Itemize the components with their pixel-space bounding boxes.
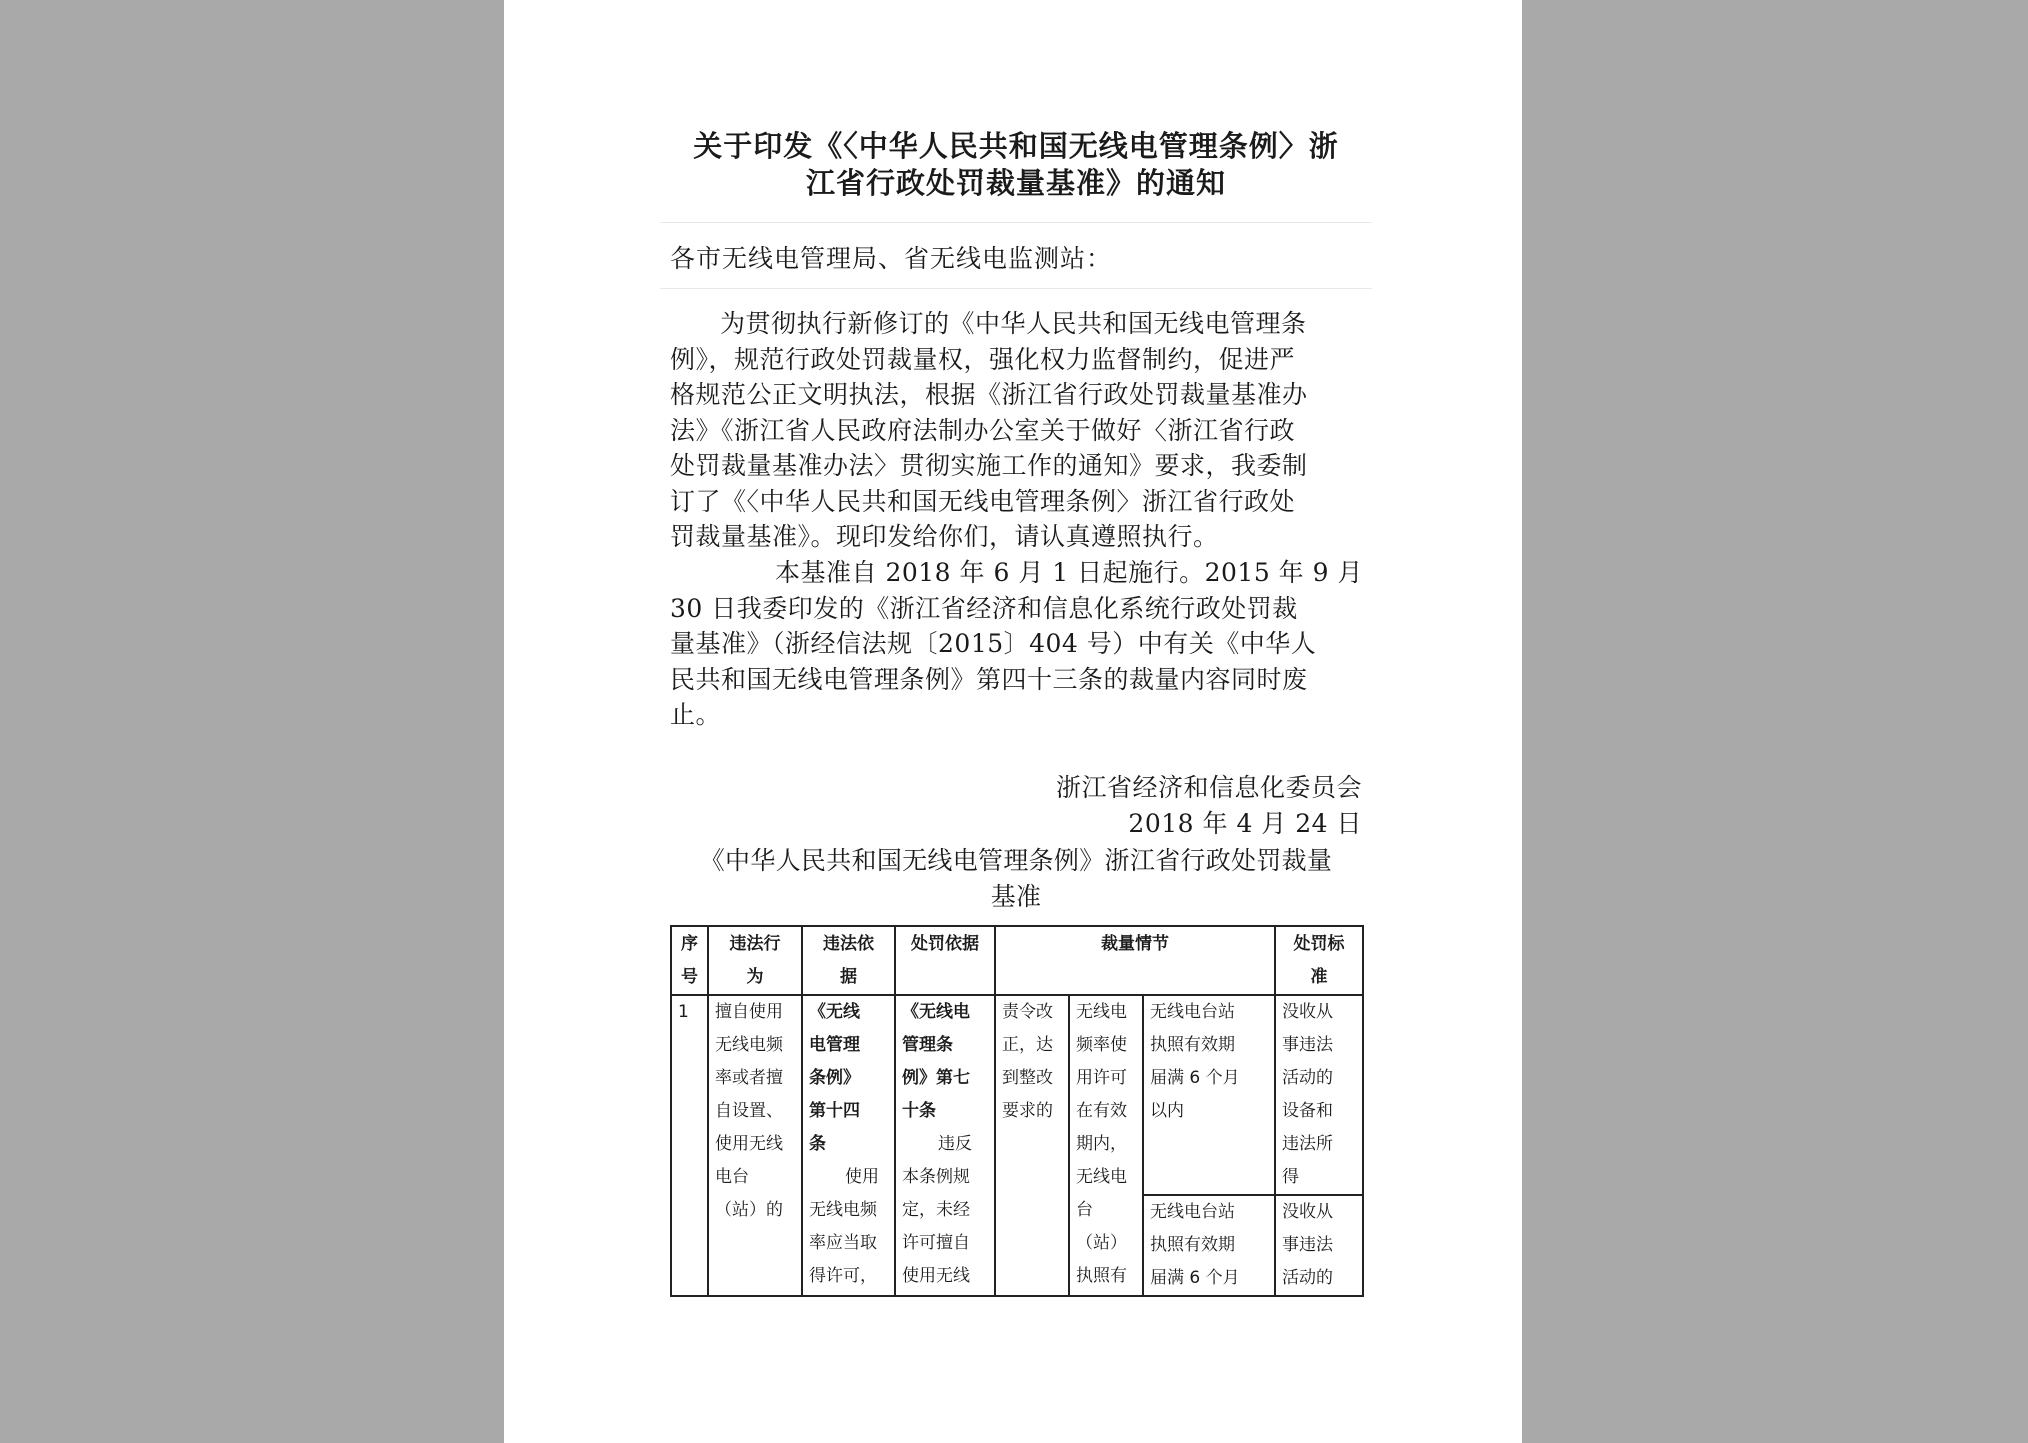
cell-circumstance-c2: 无线电台站 执照有效期 届满 6 个月 [1143, 1195, 1275, 1296]
cell-basis: 《无线 电管理 条例》 第十四 条 使用 无线电频 率应当取 得许可， [802, 995, 895, 1296]
header-penalty-basis: 处罚依据 [895, 926, 995, 995]
salutation: 各市无线电管理局、省无线电监测站： [670, 244, 1113, 273]
attachment-title-line-2: 基准 [990, 881, 1042, 911]
text-line: 本基准自 2018 年 6 月 1 日起施行。2015 年 9 月 [775, 558, 1363, 587]
cell-circumstance-c1: 无线电台站 执照有效期 届满 6 个月 以内 [1143, 995, 1275, 1195]
title-line-1: 关于印发《〈中华人民共和国无线电管理条例〉浙 [693, 129, 1339, 163]
text-line: 例》，规范行政处罚裁量权，强化权力监督制约，促进严 [670, 344, 1296, 374]
table-row [671, 995, 1363, 1195]
text-line: 法》《浙江省人民政府法制办公室关于做好〈浙江省行政 [670, 415, 1296, 445]
text-line: 格规范公正文明执法，根据《浙江省行政处罚裁量基准办 [670, 380, 1308, 409]
paragraph-1 [670, 306, 1362, 555]
penalty-table [670, 925, 1364, 1297]
paragraph-2 [670, 555, 1362, 733]
attachment-title [670, 843, 1362, 914]
cell-standard-2: 没收从 事违法 活动的 [1275, 1195, 1363, 1296]
text-line: 量基准》（浙经信法规〔2015〕404 号）中有关《中华人 [670, 629, 1317, 658]
text-line: 30 日我委印发的《浙江省经济和信息化系统行政处罚裁 [670, 593, 1298, 623]
document-title [670, 128, 1362, 202]
attachment-title-line-1: 《中华人民共和国无线电管理条例》浙江省行政处罚裁量 [699, 846, 1333, 875]
header-basis: 违法依 据 [802, 926, 895, 995]
cell-circumstance-a: 责令改 正，达 到整改 要求的 [995, 995, 1069, 1296]
cell-penalty-basis: 《无线电 管理条 例》第七 十条 违反 本条例规 定，未经 许可擅自 使用无线 [895, 995, 995, 1296]
signature-date: 2018 年 4 月 24 日 [1128, 809, 1362, 838]
header-circumstances: 裁量情节 [995, 926, 1275, 995]
cell-seq: 1 [671, 995, 708, 1296]
text-line: 止。 [670, 700, 722, 729]
divider [660, 222, 1372, 223]
cell-circumstance-b: 无线电 频率使 用许可 在有效 期内， 无线电 台 （站） 执照有 [1069, 995, 1143, 1296]
header-standard: 处罚标 准 [1275, 926, 1363, 995]
text-line: 为贯彻执行新修订的《中华人民共和国无线电管理条 [720, 309, 1307, 338]
text-line: 订了《〈中华人民共和国无线电管理条例〉浙江省行政处 [670, 486, 1296, 516]
text-line: 民共和国无线电管理条例》第四十三条的裁量内容同时废 [670, 664, 1308, 694]
text-line: 处罚裁量基准办法〉贯彻实施工作的通知》要求，我委制 [670, 451, 1308, 480]
header-seq: 序 号 [671, 926, 708, 995]
divider [660, 288, 1372, 289]
cell-act: 擅自使用 无线电频 率或者擅 自设置、 使用无线 电台 （站）的 [708, 995, 802, 1296]
cell-standard-1: 没收从 事违法 活动的 设备和 违法所 得 [1275, 995, 1363, 1195]
header-act: 违法行 为 [708, 926, 802, 995]
title-line-2: 江省行政处罚裁量基准》的通知 [805, 166, 1226, 200]
document-page [504, 0, 1522, 1443]
table-header-row [671, 926, 1363, 995]
signature-org: 浙江省经济和信息化委员会 [1055, 773, 1362, 802]
text-line: 罚裁量基准》。现印发给你们，请认真遵照执行。 [670, 522, 1219, 551]
